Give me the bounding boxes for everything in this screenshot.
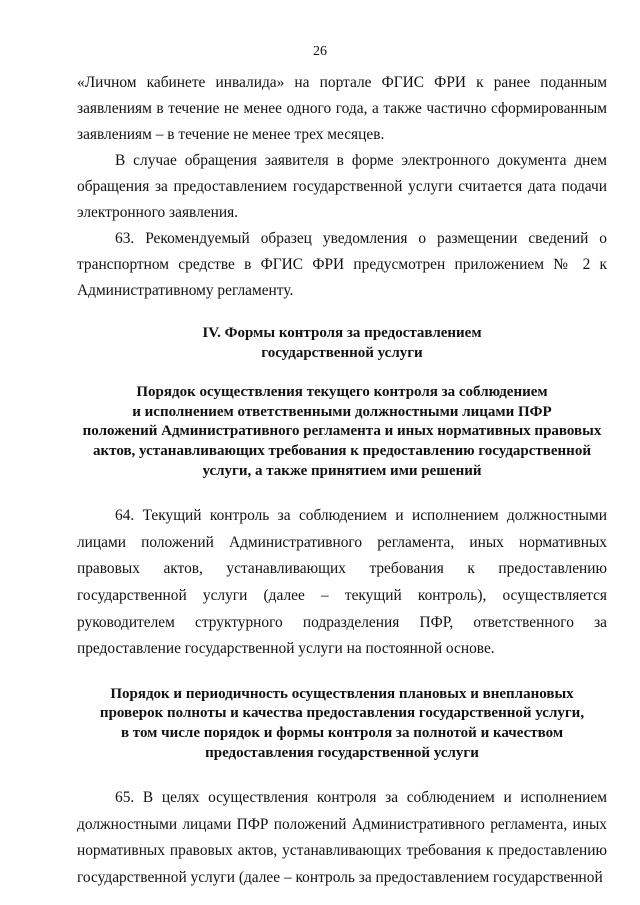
paragraph-electronic-request: В случае обращения заявителя в форме электронного документа днем обращения за предоставлением государственной услуги считается дата подачи электронного заявления. — [77, 152, 607, 221]
subheading-line: услуги, а также принятием ими решений — [202, 462, 482, 479]
section-heading — [77, 324, 607, 363]
subheading-line: Порядок и периодичность осуществления плановых и внеплановых — [110, 685, 574, 702]
paragraph-65: 65. В целях осуществления контроля за соблюдением и исполнением должностными лицами ПФР положений Административного регламента, иных нормативных правовых актов, устанавливающих требования к предоставлению государственной услуги (далее – контроль за предоставлением государственной — [77, 789, 607, 886]
subheading-line: Порядок осуществления текущего контроля за соблюдением — [136, 384, 548, 401]
subheading-current-control — [77, 383, 607, 481]
subheading-line: положений Административного регламента и иных нормативных правовых — [82, 423, 602, 440]
subheading-line: актов, устанавливающих требования к предоставлению государственной — [93, 442, 591, 459]
paragraph-63: 63. Рекомендуемый образец уведомления о размещении сведений о транспортном средстве в ФГИС ФРИ предусмотрен приложением № 2 к Административному регламенту. — [77, 230, 607, 299]
page-number: 26 — [313, 44, 327, 59]
document-body — [77, 70, 607, 891]
subheading-line: предоставления государственной услуги — [205, 744, 479, 761]
paragraph-personal-account: «Личном кабинете инвалида» на портале ФГИС ФРИ к ранее поданным заявлениям в течение не менее одного года, а также частично сформированным заявлениям – в течение не менее трех месяцев. — [77, 74, 607, 143]
paragraph-64: 64. Текущий контроль за соблюдением и исполнением должностными лицами положений Административного регламента, иных нормативных правовых актов, устанавливающих требования к предоставлению государственной услуги (далее – текущий контроль), осуществляется руководителем структурного подразделения ПФР, ответственного за предоставление государственной услуги на постоянной основе. — [77, 507, 607, 658]
subheading-line: проверок полноты и качества предоставления государственной услуги, — [99, 705, 585, 722]
subheading-inspections — [77, 685, 607, 763]
section-heading-line: государственной услуги — [261, 344, 423, 361]
subheading-line: в том числе порядок и формы контроля за полнотой и качеством — [120, 724, 564, 741]
subheading-line: и исполнением ответственными должностными лицами ПФР — [132, 403, 552, 420]
section-heading-line: IV. Формы контроля за предоставлением — [202, 325, 482, 341]
